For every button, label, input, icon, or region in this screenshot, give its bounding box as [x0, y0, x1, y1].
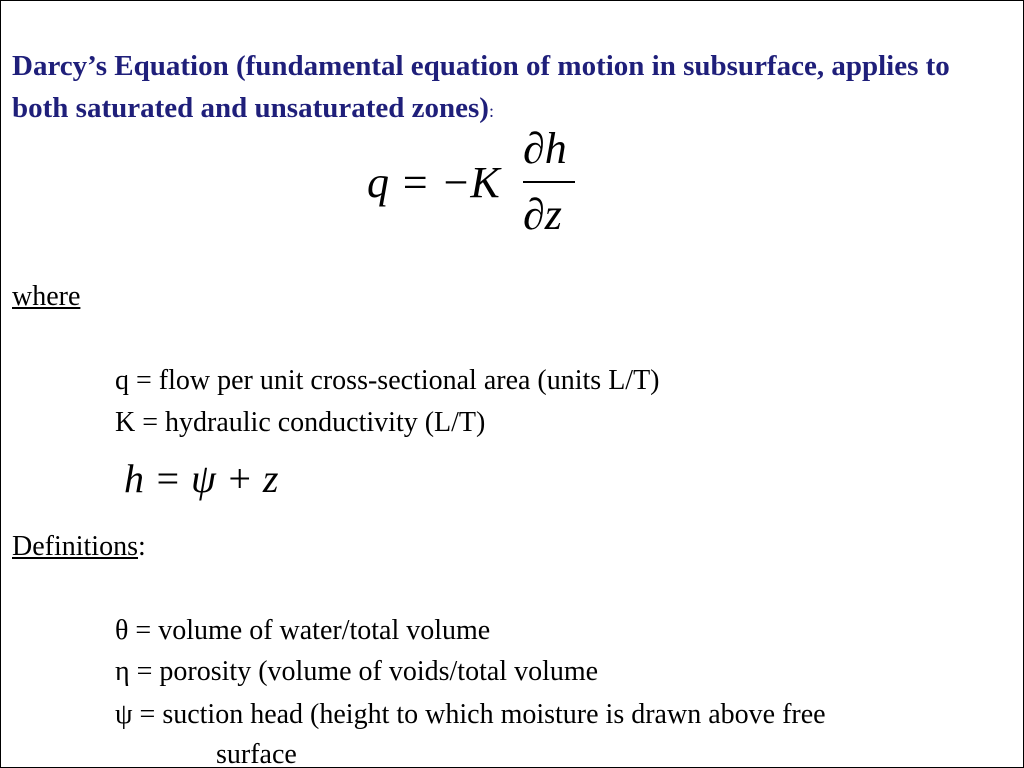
slide-heading: [12, 45, 1012, 132]
where-item-k: K = hydraulic conductivity (L/T): [115, 407, 486, 438]
definition-psi-continuation: surface: [216, 739, 297, 768]
fraction-bar: [523, 181, 575, 183]
where-label: where: [12, 281, 81, 312]
heading-colon: :: [488, 101, 494, 121]
definitions-heading: [12, 531, 146, 563]
definition-eta: η = porosity (volume of voids/total volume: [115, 656, 599, 687]
darcy-equation-lhs: q = −K: [367, 158, 500, 207]
definitions-colon: :: [138, 531, 146, 562]
fraction-numerator: ∂h: [523, 124, 567, 173]
definitions-label: Definitions: [12, 531, 138, 562]
head-equation: h = ψ + z: [124, 456, 279, 501]
fraction-denominator: ∂z: [523, 190, 562, 239]
definition-psi: ψ = suction head (height to which moisture is drawn above free: [115, 699, 826, 730]
heading-text: Darcy’s Equation (fundamental equation of motion in subsurface, applies to both saturated and unsaturated zones): [12, 50, 950, 124]
definition-theta: θ = volume of water/total volume: [115, 615, 491, 646]
darcy-equation: [365, 124, 595, 239]
where-item-q: q = flow per unit cross-sectional area (units L/T): [115, 365, 660, 396]
